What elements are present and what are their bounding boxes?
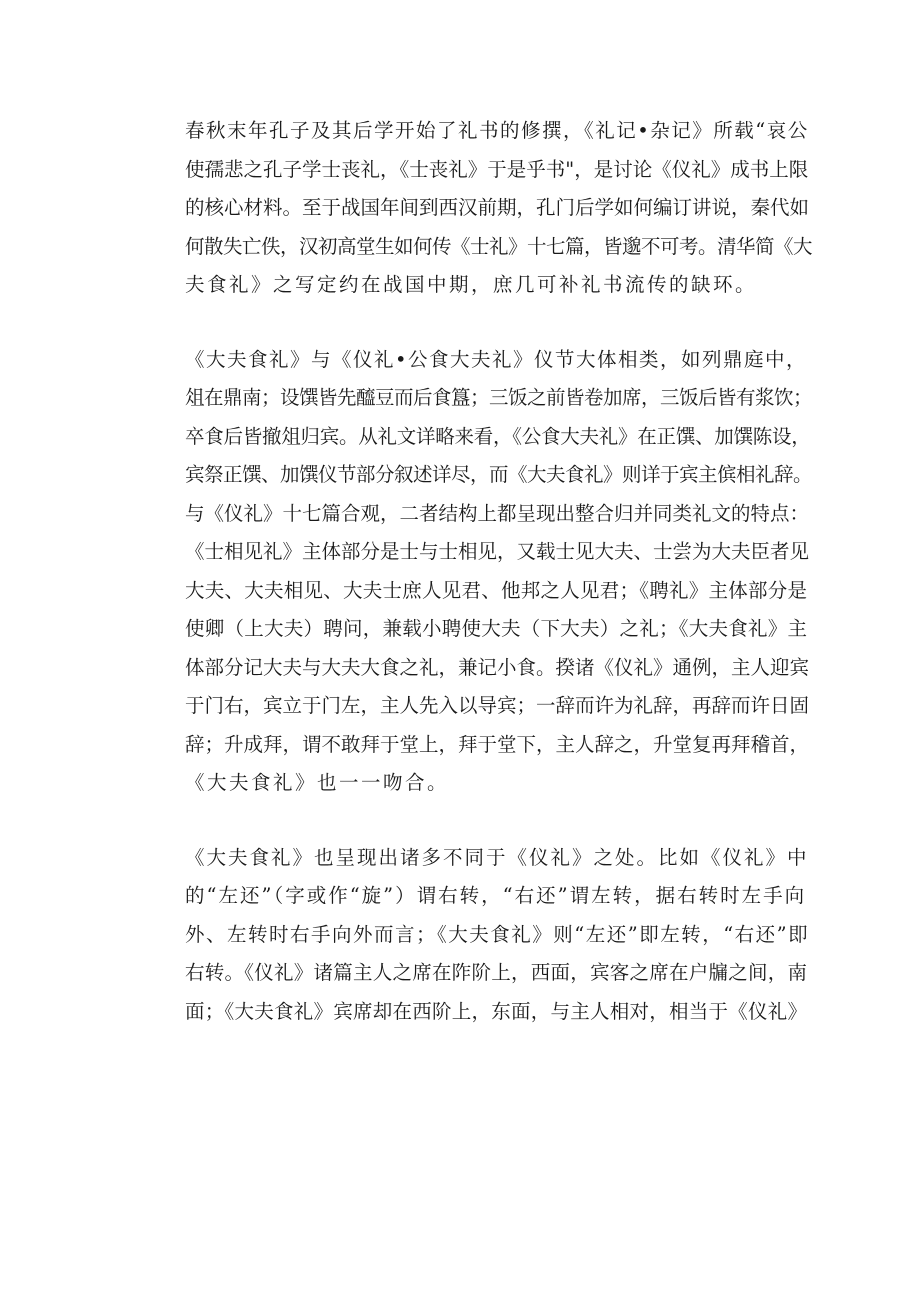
text-line: 的“左还”（字或作“旋”）谓右转，“右还”谓左转，据右转时左手向 xyxy=(185,884,807,907)
text-line: 外、左转时右手向外而言；《大夫食礼》则“左还”即左转，“右还”即 xyxy=(185,922,810,946)
text-line: 卒食后皆撤俎归宾。从礼文详略来看，《公食大夫礼》在正馔、加馔陈设， xyxy=(185,424,811,448)
text-line: 《大夫食礼》也呈现出诸多不同于《仪礼》之处。比如《仪礼》中 xyxy=(185,845,809,869)
text-line: 使孺悲之孔子学士丧礼，《士丧礼》于是乎书"，是讨论《仪礼》成书上限 xyxy=(185,157,809,181)
text-line: 《士相见礼》主体部分是士与士相见，又载士见大夫、士尝为大夫臣者见 xyxy=(185,540,810,563)
text-line: 面；《大夫食礼》宾席却在西阶上，东面，与主人相对，相当于《仪礼》 xyxy=(185,999,808,1023)
text-line: 大夫、大夫相见、大夫士庶人见君、他邦之人见君；《聘礼》主体部分是 xyxy=(185,578,808,602)
paragraph-1 xyxy=(141,112,813,305)
text-line: 夫食礼》之写定约在战国中期，庶几可补礼书流传的缺环。 xyxy=(185,273,758,296)
text-line: 的核心材料。至于战国年间到西汉前期，孔门后学如何编订讲说，秦代如 xyxy=(185,196,810,219)
text-line: 何散失亡佚，汉初高堂生如何传《士礼》十七篇，皆邈不可考。清华简《大 xyxy=(185,234,813,258)
text-line: 于门右，宾立于门左，主人先入以导宾；一辞而许为礼辞，再辞而许日固 xyxy=(185,694,810,717)
text-line: 右转。《仪礼》诸篇主人之席在阼阶上，西面，宾客之席在户牖之间，南 xyxy=(185,961,808,984)
body-text xyxy=(141,112,813,1031)
text-line: 《大夫食礼》也一一吻合。 xyxy=(185,771,450,794)
text-line: 俎在鼎南；设馔皆先醯豆而后食簋；三饭之前皆卷加席，三饭后皆有浆饮； xyxy=(185,386,813,409)
paragraph-2 xyxy=(141,341,813,803)
text-line: 宾祭正馔、加馔仪节部分叙述详尽，而《大夫食礼》则详于宾主傧相礼辞。 xyxy=(185,463,813,486)
text-line: 使卿（上大夫）聘问，兼载小聘使大夫（下大夫）之礼；《大夫食礼》主 xyxy=(185,617,808,640)
text-line: 春秋末年孔子及其后学开始了礼书的修撰，《礼记•杂记》所载“哀公 xyxy=(185,119,809,142)
text-line: 与《仪礼》十七篇合观，二者结构上都呈现出整合归并同类礼文的特点： xyxy=(185,501,810,525)
paragraph-3 xyxy=(141,839,810,1032)
text-line: 《大夫食礼》与《仪礼•公食大夫礼》仪节大体相类，如列鼎庭中， xyxy=(185,347,808,371)
text-line: 辞；升成拜，谓不敢拜于堂上，拜于堂下，主人辞之，升堂复再拜稽首， xyxy=(185,732,810,756)
text-line: 体部分记大夫与大夫大食之礼，兼记小食。揆诸《仪礼》通例，主人迎宾 xyxy=(185,655,810,679)
